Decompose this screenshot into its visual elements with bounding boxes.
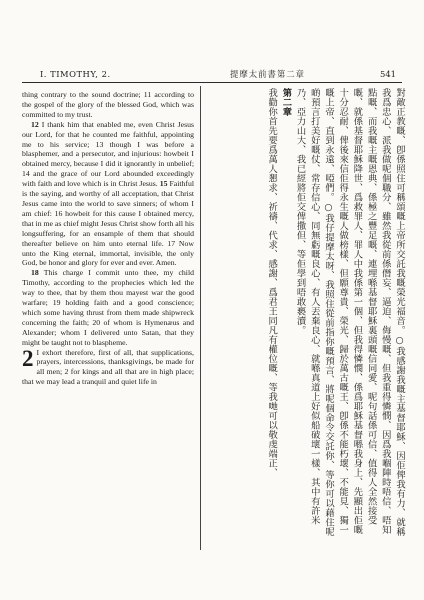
chinese-chapter-two-text: 我勸你首先要爲萬人懇求、祈禱、代求、感謝、爲君王同凡有權位嘅、等我哋可以敬虔端正、 xyxy=(266,88,278,478)
verse-text: This charge I commit unto thee, my child Timothy, according to the prophecies which led the way to thee, that by them thou mayest war the good warfare; 19 holding faith and a good conscience; which some having thrust from them made shipwreck concerning the faith; 20 of whom is Hymenæus and Alexander; whom I delivered unto Satan, that they might be taught not to blaspheme. xyxy=(22,268,194,347)
verse-number: 12 xyxy=(31,119,39,129)
english-paragraph xyxy=(22,268,194,347)
chapter-two-start xyxy=(22,345,194,388)
english-paragraph: thing contrary to the sound doctrine; 11 according to the gospel of the glory of the blessed God, which was committed to my trust. xyxy=(22,90,194,119)
verse-text: I thank him that enabled me, even Christ Jesus our Lord, for that he counted me faithful, appointing me to his service; 13 though I was before a blasphemer, and a persecutor, and injurious: howbeit I obtained mercy, because I did it ignorantly in unbelief; 14 and the grace of our Lord abounded exceedingly with faith and love which is in Christ Jesus. xyxy=(22,119,195,189)
verse-text: Faithful is the saying, and worthy of all acceptation, that Christ Jesus came into the world to save sinners; of whom I am chief: 16 howbeit for this cause I obtained mercy, that in me as chief might Jesus Christ show forth all his longsuffering, for an ensample of them that should thereafter believe on him unto eternal life. 17 Now unto the King eternal, immortal, invisible, the only God, be honor and glory for ever and ever. Amen. xyxy=(22,179,195,268)
chinese-chapter-label: 第二章 xyxy=(280,88,292,117)
header-chinese-title: 提摩太前書第二章 xyxy=(230,69,305,79)
verse-number: 15 xyxy=(159,179,168,189)
english-text-column xyxy=(22,90,194,387)
page-header xyxy=(22,68,402,83)
verse-number: 18 xyxy=(31,268,39,278)
english-paragraph xyxy=(22,120,194,269)
chinese-chapter-one-text: 對敵正教嘅、卽係照住可稱頌嘅上帝所交託我嘅榮光福音。○我感謝我嘅主基督耶穌、因佢俾我有力、就稱我爲忠心、派我做呢個職分、雖然我從前係僭妄、逼迫、侮慢嘅、但我重得憐憫、因爲我嗰陣時唔信、唔知點嘅、而我嘅主嘅恩典、係極之豐足嘅、連埋喺基督耶穌裏頭嘅信同愛、呢句話係可信、值得人全然接受嘅、就係基督耶穌降世、爲救罪人、罪人中我係第一個、但我得憐憫、係爲耶穌基督喺我身上、先顯出佢嘅十分忍耐、俾後來信佢得永生嘅人做榜樣、但願尊貴、榮光、歸於萬古嘅王、卽係不能朽壞、不能見、獨一嘅上帝、直到永遠、啞們。○我仔提摩太呀、我照住從前指你嘅預言、將呢個命令交託你、等你可以藉住呢啲預言打美好嘅仗、常存信心、同無虧嘅良心、有人丟棄良心、就喺真道上好似船破壞一樣、其中有許米乃、亞力山大、我已經將佢交俾撒但、等佢學到唔敢褻瀆。 xyxy=(294,88,405,537)
chinese-text-column xyxy=(206,88,406,538)
column-divider xyxy=(200,86,201,550)
chapter-dropcap: 2 xyxy=(22,345,34,371)
page-number: 541 xyxy=(380,69,396,79)
verse-text: I exhort therefore, first of all, that supplications, prayers, intercessions, thanksgivings, be made for all men; 2 for kings and all that are in high place; that we may lead a tranquil and quiet life in xyxy=(22,347,194,387)
header-book-chapter: I. TIMOTHY, 2. xyxy=(40,69,111,79)
